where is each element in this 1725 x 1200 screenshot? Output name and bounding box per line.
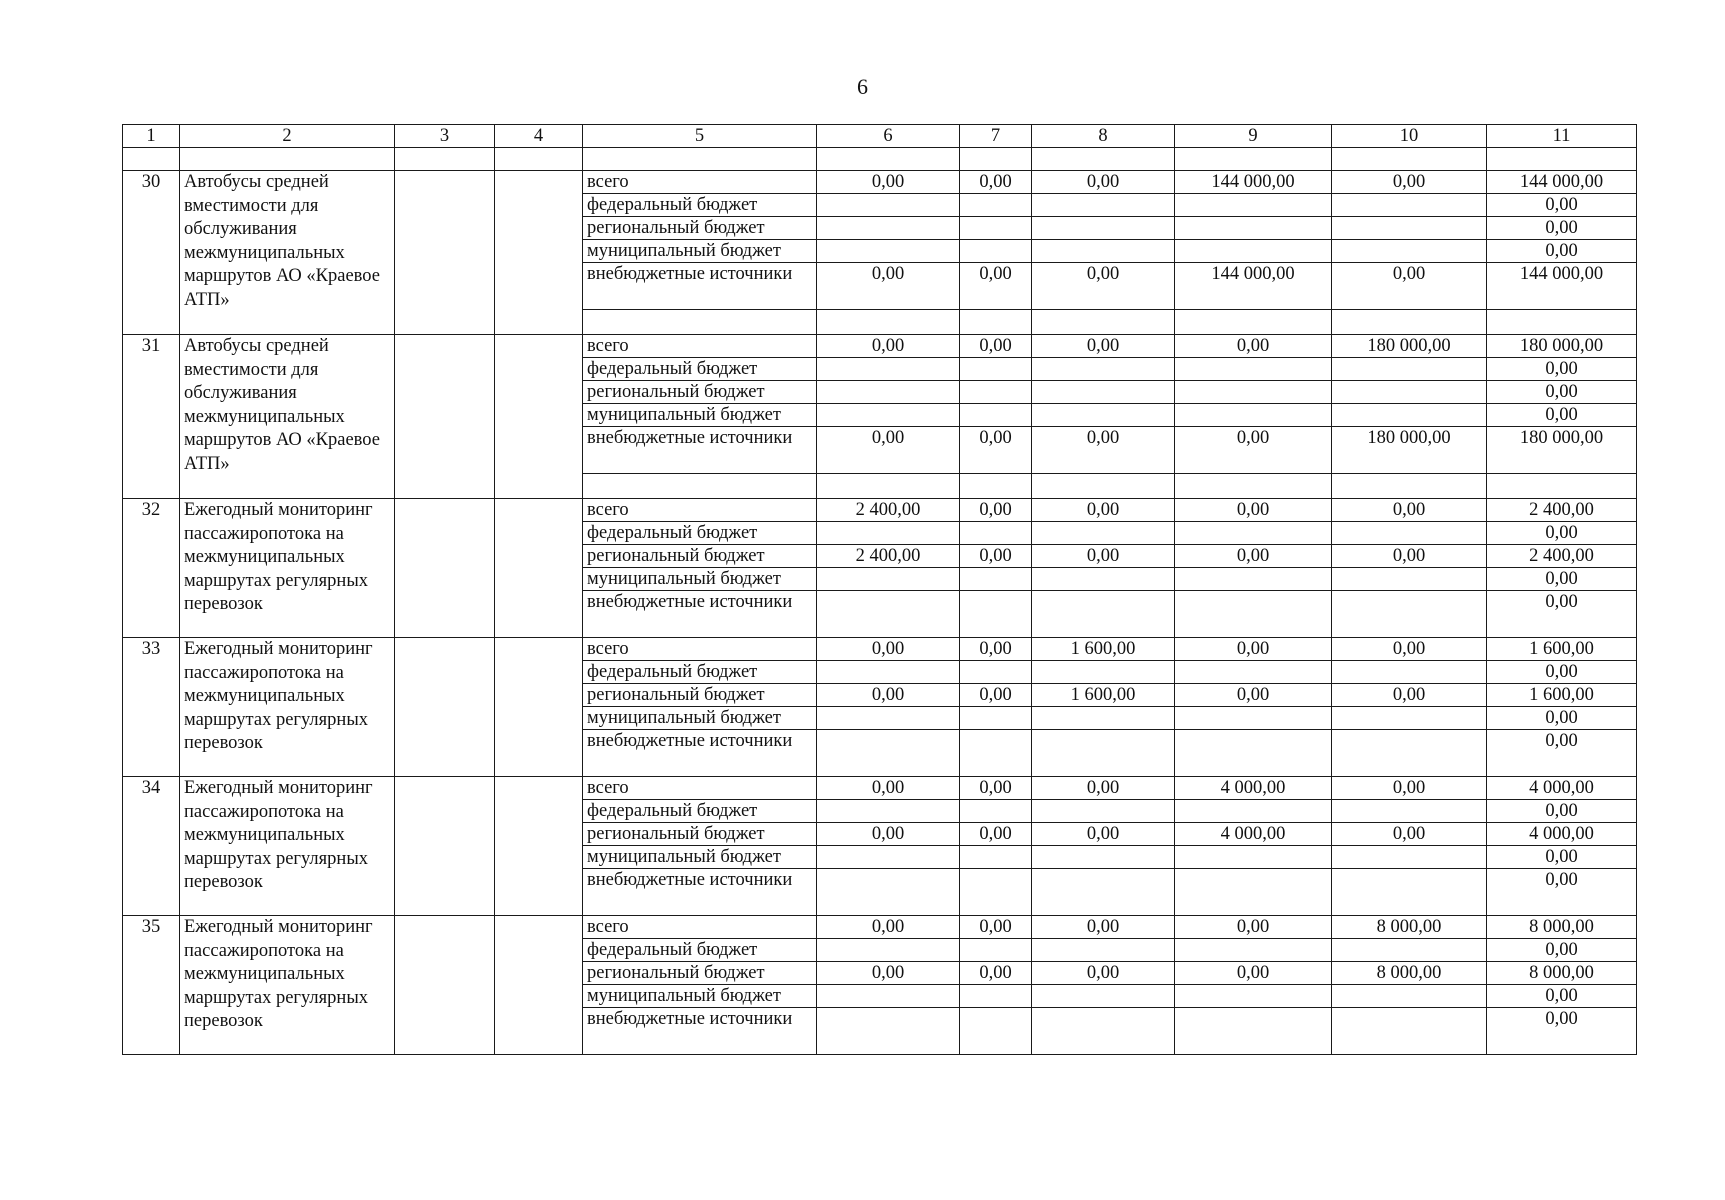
- amount-cell: 0,00: [1332, 684, 1487, 707]
- funding-source: внебюджетные источники: [583, 427, 817, 474]
- amount-cell: 180 000,00: [1487, 427, 1637, 474]
- funding-source: всего: [583, 335, 817, 358]
- amount-cell: 2 400,00: [1487, 499, 1637, 522]
- amount-cell: [1332, 568, 1487, 591]
- amount-cell: [1332, 404, 1487, 427]
- amount-cell: 0,00: [960, 545, 1032, 568]
- amount-cell: [1175, 404, 1332, 427]
- amount-cell: 0,00: [817, 335, 960, 358]
- amount-cell: [1175, 661, 1332, 684]
- amount-cell: [1032, 404, 1175, 427]
- page-number: 6: [857, 74, 868, 99]
- row-number: 34: [123, 777, 180, 916]
- amount-cell: 180 000,00: [1332, 335, 1487, 358]
- amount-cell: 1 600,00: [1032, 684, 1175, 707]
- table-row: [123, 499, 1637, 522]
- amount-cell: 0,00: [960, 684, 1032, 707]
- amount-cell: 0,00: [1487, 358, 1637, 381]
- amount-cell: [1032, 846, 1175, 869]
- amount-cell: [1032, 217, 1175, 240]
- amount-cell: [1032, 869, 1175, 916]
- amount-cell: [960, 591, 1032, 638]
- funding-source: региональный бюджет: [583, 381, 817, 404]
- amount-cell: 0,00: [1487, 217, 1637, 240]
- amount-cell: [817, 707, 960, 730]
- amount-cell: [960, 661, 1032, 684]
- funding-source: всего: [583, 638, 817, 661]
- amount-cell: 0,00: [817, 916, 960, 939]
- amount-cell: 0,00: [1332, 499, 1487, 522]
- amount-cell: 0,00: [1032, 263, 1175, 310]
- amount-cell: 0,00: [817, 684, 960, 707]
- table-row: [123, 335, 1637, 358]
- col-4-cell: [495, 335, 583, 499]
- col-4-cell: [495, 171, 583, 335]
- amount-cell: 0,00: [1487, 846, 1637, 869]
- amount-cell: [1175, 381, 1332, 404]
- amount-cell: 0,00: [1487, 591, 1637, 638]
- amount-cell: 0,00: [1487, 522, 1637, 545]
- amount-cell: 0,00: [960, 823, 1032, 846]
- funding-source: региональный бюджет: [583, 217, 817, 240]
- amount-cell: [1332, 591, 1487, 638]
- col-4-cell: [495, 916, 583, 1055]
- amount-cell: [817, 869, 960, 916]
- amount-cell: 0,00: [960, 916, 1032, 939]
- amount-cell: 0,00: [1332, 823, 1487, 846]
- amount-cell: 0,00: [1175, 684, 1332, 707]
- amount-cell: [1175, 522, 1332, 545]
- amount-cell: 0,00: [1487, 240, 1637, 263]
- funding-source: внебюджетные источники: [583, 263, 817, 310]
- amount-cell: 4 000,00: [1175, 823, 1332, 846]
- funding-source: муниципальный бюджет: [583, 404, 817, 427]
- amount-cell: [817, 661, 960, 684]
- budget-table: [122, 124, 1637, 1055]
- amount-cell: [817, 217, 960, 240]
- amount-cell: [817, 568, 960, 591]
- amount-cell: 0,00: [960, 777, 1032, 800]
- header-cell: 8: [1032, 125, 1175, 148]
- amount-cell: 2 400,00: [1487, 545, 1637, 568]
- amount-cell: 0,00: [1175, 335, 1332, 358]
- funding-source: федеральный бюджет: [583, 661, 817, 684]
- amount-cell: 1 600,00: [1032, 638, 1175, 661]
- col-4-cell: [495, 638, 583, 777]
- amount-cell: 0,00: [1175, 916, 1332, 939]
- amount-cell: [960, 869, 1032, 916]
- header-cell: 11: [1487, 125, 1637, 148]
- amount-cell: 0,00: [1032, 545, 1175, 568]
- amount-cell: [1175, 985, 1332, 1008]
- amount-cell: 0,00: [1032, 916, 1175, 939]
- amount-cell: [1032, 707, 1175, 730]
- funding-source: региональный бюджет: [583, 962, 817, 985]
- amount-cell: 0,00: [1032, 777, 1175, 800]
- amount-cell: [1175, 939, 1332, 962]
- amount-cell: [1032, 240, 1175, 263]
- table-row: [123, 777, 1637, 800]
- amount-cell: [1332, 522, 1487, 545]
- table-body: [123, 125, 1637, 1055]
- amount-cell: 0,00: [1032, 499, 1175, 522]
- amount-cell: 0,00: [1032, 427, 1175, 474]
- amount-cell: 0,00: [817, 427, 960, 474]
- item-name: Ежегодный мониторинг пассажиропотока на межмуниципальных маршрутах регулярных перевозок: [180, 499, 395, 638]
- funding-source: всего: [583, 916, 817, 939]
- amount-cell: 0,00: [817, 263, 960, 310]
- col-3-cell: [395, 499, 495, 638]
- amount-cell: [817, 985, 960, 1008]
- amount-cell: [1332, 846, 1487, 869]
- amount-cell: [1175, 240, 1332, 263]
- amount-cell: 0,00: [1332, 545, 1487, 568]
- funding-source: муниципальный бюджет: [583, 240, 817, 263]
- amount-cell: 0,00: [1487, 194, 1637, 217]
- amount-cell: 0,00: [817, 171, 960, 194]
- funding-source: внебюджетные источники: [583, 869, 817, 916]
- amount-cell: [1032, 568, 1175, 591]
- amount-cell: [817, 240, 960, 263]
- amount-cell: 0,00: [1487, 730, 1637, 777]
- amount-cell: 0,00: [1487, 939, 1637, 962]
- amount-cell: [960, 217, 1032, 240]
- funding-source: внебюджетные источники: [583, 730, 817, 777]
- amount-cell: 0,00: [1032, 962, 1175, 985]
- amount-cell: 0,00: [960, 962, 1032, 985]
- amount-cell: [1032, 194, 1175, 217]
- amount-cell: [1032, 985, 1175, 1008]
- amount-cell: 0,00: [960, 499, 1032, 522]
- col-3-cell: [395, 171, 495, 335]
- amount-cell: [1175, 591, 1332, 638]
- funding-source: муниципальный бюджет: [583, 846, 817, 869]
- funding-source: муниципальный бюджет: [583, 707, 817, 730]
- amount-cell: 0,00: [1332, 263, 1487, 310]
- amount-cell: 144 000,00: [1487, 263, 1637, 310]
- amount-cell: 180 000,00: [1332, 427, 1487, 474]
- item-name: Автобусы средней вместимости для обслуживания межмуниципальных маршрутов АО «Краевое АТП»: [180, 171, 395, 335]
- amount-cell: 144 000,00: [1175, 171, 1332, 194]
- amount-cell: [1332, 381, 1487, 404]
- amount-cell: [960, 846, 1032, 869]
- amount-cell: 0,00: [1487, 985, 1637, 1008]
- amount-cell: [817, 591, 960, 638]
- amount-cell: 0,00: [1032, 823, 1175, 846]
- funding-source: федеральный бюджет: [583, 194, 817, 217]
- funding-source: федеральный бюджет: [583, 800, 817, 823]
- funding-source: всего: [583, 499, 817, 522]
- amount-cell: [960, 985, 1032, 1008]
- amount-cell: 0,00: [1332, 638, 1487, 661]
- amount-cell: 0,00: [1487, 1008, 1637, 1055]
- amount-cell: [1332, 358, 1487, 381]
- amount-cell: 8 000,00: [1487, 916, 1637, 939]
- funding-source: муниципальный бюджет: [583, 985, 817, 1008]
- amount-cell: [817, 381, 960, 404]
- amount-cell: 4 000,00: [1487, 823, 1637, 846]
- amount-cell: [1332, 1008, 1487, 1055]
- amount-cell: [960, 707, 1032, 730]
- amount-cell: [960, 404, 1032, 427]
- funding-source: региональный бюджет: [583, 684, 817, 707]
- header-cell: 9: [1175, 125, 1332, 148]
- amount-cell: [817, 522, 960, 545]
- amount-cell: [960, 381, 1032, 404]
- amount-cell: [960, 240, 1032, 263]
- amount-cell: [817, 939, 960, 962]
- amount-cell: 1 600,00: [1487, 638, 1637, 661]
- amount-cell: 180 000,00: [1487, 335, 1637, 358]
- amount-cell: [1332, 194, 1487, 217]
- header-row: [123, 125, 1637, 148]
- amount-cell: 0,00: [817, 777, 960, 800]
- amount-cell: [960, 568, 1032, 591]
- amount-cell: [960, 800, 1032, 823]
- amount-cell: [817, 730, 960, 777]
- amount-cell: [1032, 381, 1175, 404]
- funding-source: всего: [583, 777, 817, 800]
- amount-cell: [1032, 939, 1175, 962]
- amount-cell: [1332, 985, 1487, 1008]
- funding-source: муниципальный бюджет: [583, 568, 817, 591]
- amount-cell: 0,00: [1487, 661, 1637, 684]
- col-3-cell: [395, 777, 495, 916]
- amount-cell: [817, 800, 960, 823]
- funding-source: внебюджетные источники: [583, 591, 817, 638]
- amount-cell: 0,00: [1175, 545, 1332, 568]
- amount-cell: 4 000,00: [1175, 777, 1332, 800]
- col-3-cell: [395, 638, 495, 777]
- item-name: Ежегодный мониторинг пассажиропотока на межмуниципальных маршрутах регулярных перевозок: [180, 916, 395, 1055]
- row-number: 31: [123, 335, 180, 499]
- amount-cell: [960, 730, 1032, 777]
- amount-cell: 0,00: [1487, 707, 1637, 730]
- amount-cell: [960, 522, 1032, 545]
- amount-cell: 0,00: [1032, 171, 1175, 194]
- col-3-cell: [395, 916, 495, 1055]
- amount-cell: [960, 358, 1032, 381]
- header-cell: 1: [123, 125, 180, 148]
- amount-cell: [1175, 707, 1332, 730]
- amount-cell: 0,00: [1175, 638, 1332, 661]
- funding-source: федеральный бюджет: [583, 522, 817, 545]
- amount-cell: 0,00: [1175, 962, 1332, 985]
- amount-cell: 8 000,00: [1487, 962, 1637, 985]
- amount-cell: 0,00: [817, 823, 960, 846]
- col-4-cell: [495, 499, 583, 638]
- amount-cell: [1332, 240, 1487, 263]
- amount-cell: [817, 404, 960, 427]
- row-number: 30: [123, 171, 180, 335]
- amount-cell: [1175, 846, 1332, 869]
- amount-cell: [960, 939, 1032, 962]
- amount-cell: [1175, 358, 1332, 381]
- amount-cell: 144 000,00: [1175, 263, 1332, 310]
- amount-cell: 0,00: [960, 335, 1032, 358]
- funding-source: федеральный бюджет: [583, 358, 817, 381]
- item-name: Ежегодный мониторинг пассажиропотока на межмуниципальных маршрутах регулярных перевозок: [180, 777, 395, 916]
- amount-cell: 0,00: [817, 638, 960, 661]
- header-cell: 6: [817, 125, 960, 148]
- amount-cell: 4 000,00: [1487, 777, 1637, 800]
- amount-cell: 8 000,00: [1332, 916, 1487, 939]
- blank-row: [123, 148, 1637, 171]
- row-number: 32: [123, 499, 180, 638]
- amount-cell: [1032, 591, 1175, 638]
- amount-cell: [1175, 568, 1332, 591]
- funding-source: региональный бюджет: [583, 823, 817, 846]
- amount-cell: [1175, 194, 1332, 217]
- amount-cell: 0,00: [1175, 499, 1332, 522]
- amount-cell: [1032, 358, 1175, 381]
- amount-cell: [1332, 707, 1487, 730]
- amount-cell: [1175, 730, 1332, 777]
- amount-cell: [1175, 1008, 1332, 1055]
- amount-cell: [1175, 217, 1332, 240]
- row-number: 33: [123, 638, 180, 777]
- amount-cell: 0,00: [1332, 171, 1487, 194]
- amount-cell: 0,00: [1487, 568, 1637, 591]
- amount-cell: 0,00: [960, 171, 1032, 194]
- amount-cell: [1332, 730, 1487, 777]
- amount-cell: [1032, 800, 1175, 823]
- amount-cell: 8 000,00: [1332, 962, 1487, 985]
- amount-cell: 0,00: [960, 263, 1032, 310]
- amount-cell: [1332, 939, 1487, 962]
- header-cell: 4: [495, 125, 583, 148]
- amount-cell: [817, 194, 960, 217]
- col-4-cell: [495, 777, 583, 916]
- amount-cell: [1175, 800, 1332, 823]
- amount-cell: [1332, 869, 1487, 916]
- amount-cell: 0,00: [960, 638, 1032, 661]
- header-cell: 7: [960, 125, 1032, 148]
- amount-cell: 0,00: [1487, 381, 1637, 404]
- amount-cell: 0,00: [1487, 869, 1637, 916]
- amount-cell: 2 400,00: [817, 499, 960, 522]
- amount-cell: 0,00: [817, 962, 960, 985]
- amount-cell: 0,00: [1332, 777, 1487, 800]
- header-cell: 2: [180, 125, 395, 148]
- amount-cell: [1332, 661, 1487, 684]
- table-row: [123, 638, 1637, 661]
- table-row: [123, 916, 1637, 939]
- col-3-cell: [395, 335, 495, 499]
- amount-cell: [817, 1008, 960, 1055]
- amount-cell: 1 600,00: [1487, 684, 1637, 707]
- table-row: [123, 171, 1637, 194]
- amount-cell: 0,00: [1175, 427, 1332, 474]
- funding-source: всего: [583, 171, 817, 194]
- header-cell: 10: [1332, 125, 1487, 148]
- row-number: 35: [123, 916, 180, 1055]
- amount-cell: [1332, 217, 1487, 240]
- amount-cell: [1175, 869, 1332, 916]
- amount-cell: [960, 194, 1032, 217]
- amount-cell: 0,00: [960, 427, 1032, 474]
- funding-source: внебюджетные источники: [583, 1008, 817, 1055]
- amount-cell: [1032, 1008, 1175, 1055]
- amount-cell: 144 000,00: [1487, 171, 1637, 194]
- amount-cell: 2 400,00: [817, 545, 960, 568]
- amount-cell: [1032, 661, 1175, 684]
- amount-cell: [1032, 522, 1175, 545]
- header-cell: 3: [395, 125, 495, 148]
- header-cell: 5: [583, 125, 817, 148]
- amount-cell: [817, 358, 960, 381]
- funding-source: федеральный бюджет: [583, 939, 817, 962]
- amount-cell: 0,00: [1487, 404, 1637, 427]
- item-name: Автобусы средней вместимости для обслуживания межмуниципальных маршрутов АО «Краевое АТП»: [180, 335, 395, 499]
- amount-cell: [1332, 800, 1487, 823]
- item-name: Ежегодный мониторинг пассажиропотока на межмуниципальных маршрутах регулярных перевозок: [180, 638, 395, 777]
- amount-cell: [1032, 730, 1175, 777]
- amount-cell: [960, 1008, 1032, 1055]
- funding-source: региональный бюджет: [583, 545, 817, 568]
- amount-cell: 0,00: [1487, 800, 1637, 823]
- amount-cell: 0,00: [1032, 335, 1175, 358]
- amount-cell: [817, 846, 960, 869]
